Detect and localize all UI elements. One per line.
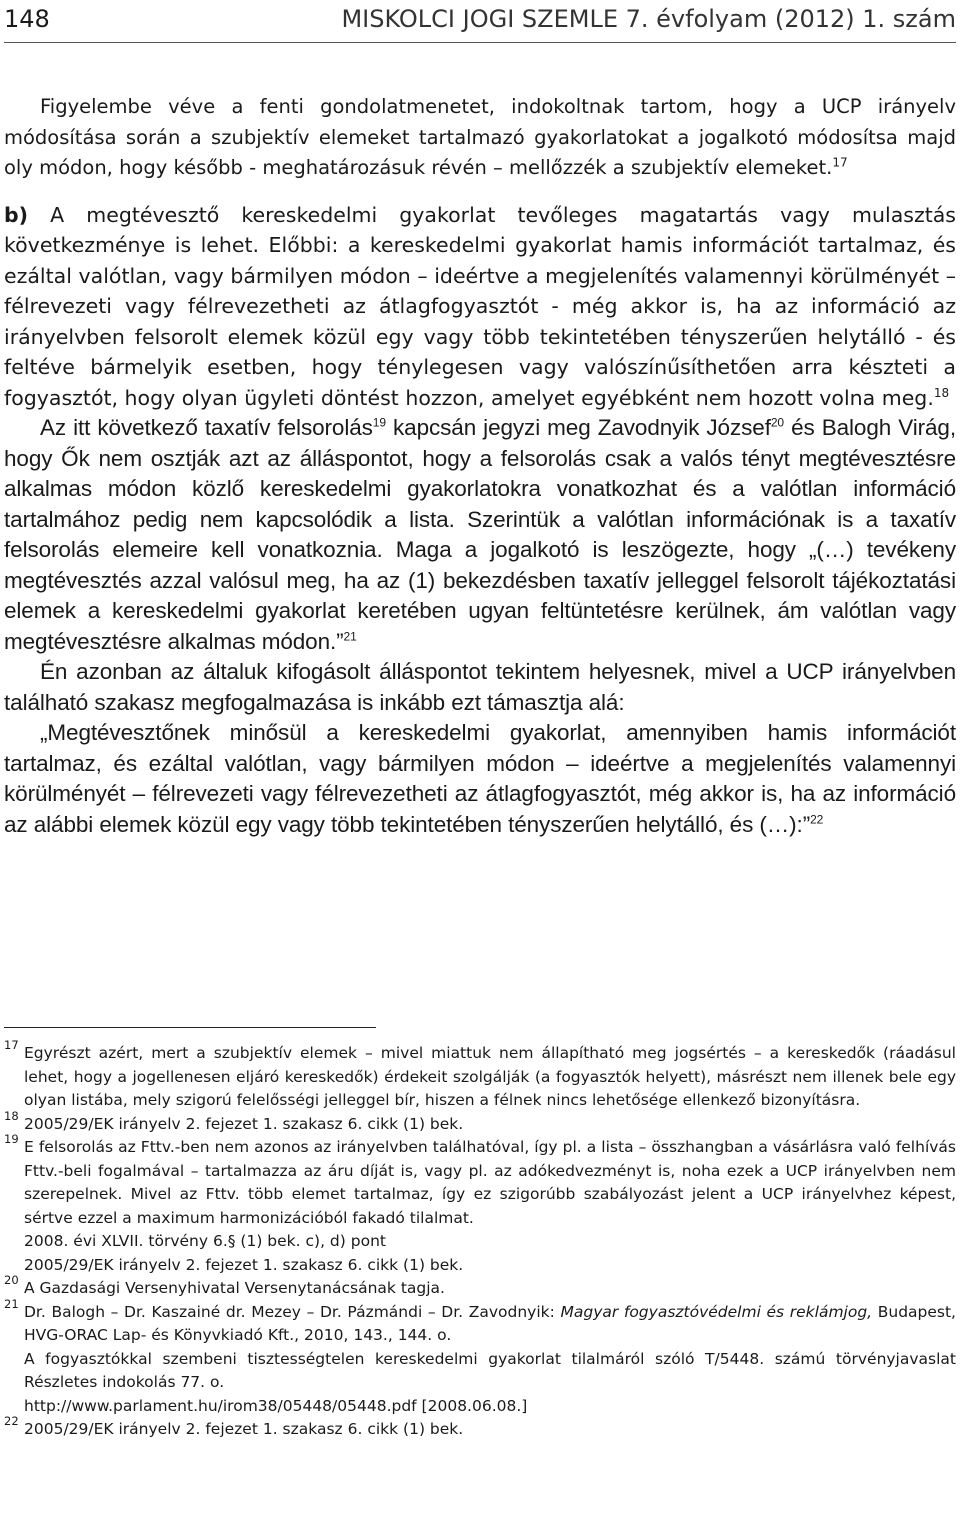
footnote-number: 21: [4, 1296, 19, 1311]
paragraph-2-lead: A megtévesztő kereskedelmi gyakorlat tevőleges magatartás vagy mulasztás következménye is lehet.: [4, 202, 956, 257]
paragraph-4: [4, 657, 956, 718]
book-title: Magyar fogyasztóvédelmi és reklámjog,: [560, 1302, 873, 1321]
footnote-number: 17: [4, 1038, 19, 1052]
paragraph-1-text: Figyelembe véve a fenti gondolatmenetet, indokoltnak tartom, hogy a UCP irányelv módosítása során a szubjektív elemeket tartalmazó gyakorlatokat a jogalkotó módosítsa majd oly módon, hogy később - meghatározásuk révén – mellőzzék a szubjektív elemeket.: [4, 95, 956, 179]
paragraph-4-text: Én azonban az általuk kifogásolt álláspontot tekintem helyesnek, mivel a UCP irányelvben található szakasz megfogalmazása is inkább ezt támasztja alá:: [4, 659, 956, 715]
footnote-text: 2005/29/EK irányelv 2. fejezet 1. szakasz 6. cikk (1) bek.: [24, 1255, 464, 1274]
paragraph-3: [4, 413, 956, 657]
footnote-text: Dr. Balogh – Dr. Kaszainé dr. Mezey – Dr. Pázmándi – Dr. Zavodnyik:: [24, 1302, 561, 1321]
journal-title: MISKOLCI JOGI SZEMLE 7. évfolyam (2012) 1. szám: [341, 5, 956, 33]
footnote-number: 19: [4, 1132, 19, 1146]
footnote-ref-19: 19: [372, 415, 386, 430]
footnote-ref-22: 22: [810, 812, 824, 826]
quotation-text: „Megtévesztőnek minősül a kereskedelmi gyakorlat, amennyiben hamis információt tartalmaz, és ezáltal valótlan, vagy bármilyen módon – ideértve a megjelenítés valamennyi körülményét – félrevezeti vagy félrevezetheti az átlagfogyasztót, még akkor is, ha az információ az alábbi elemek közül egy vagy több tekintetében tényszerűen helytálló, és (…):”: [4, 720, 956, 837]
footnote-rule: [4, 1027, 376, 1028]
footnote-ref-17: 17: [832, 155, 848, 170]
footnote-19: [4, 1132, 956, 1230]
paragraph-3-text-c: és Balogh Virág, hogy Ők nem osztják azt az álláspontot, hogy a felsorolás csak a valós tényt megtévesztésre alkalmas módon közlő kereskedelmi gyakorlatokra vonatkozhat és a valótlan információ tartalmához pedig nem kapcsolódik a lista. Szerintük a valótlan információnak is a taxatív felsorolás elemeire kell vonatkoznia. Maga a jogalkotó is leszögezte, hogy „(…) tevékeny megtévesztés azzal valósul meg, ha az (1) bekezdésben taxatív jelleggel felsorolt tájékoztatási elemek a kereskedelmi gyakorlat keretében ugyan feltüntetésre kerülnek, ám valótlan vagy megtévesztésre alkalmas módon.”: [4, 415, 956, 654]
footnote-text: 2008. évi XLVII. törvény 6.§ (1) bek. c), d) pont: [24, 1232, 386, 1250]
footnote-18: [4, 1108, 956, 1137]
footnote-19-line-3: [4, 1254, 956, 1278]
page-number: 148: [4, 5, 50, 33]
running-header: [4, 0, 956, 44]
footnote-ref-18: 18: [933, 385, 950, 400]
footnote-text: 2005/29/EK irányelv 2. fejezet 1. szakasz 6. cikk (1) bek.: [24, 1114, 464, 1133]
quotation: [4, 718, 956, 840]
header-rule: [4, 42, 956, 43]
footnote-21-line-2: [4, 1348, 956, 1395]
footnote-number: 18: [4, 1108, 19, 1123]
main-text: [4, 92, 956, 840]
footnote-21-line-3: [4, 1395, 956, 1419]
section-label: b): [4, 202, 29, 227]
paragraph-3-text-b: kapcsán jegyzi meg Zavodnyik József: [385, 415, 771, 440]
paragraph-1: [4, 92, 956, 184]
footnote-19-line-2: [4, 1230, 956, 1254]
footnote-ref-20: 20: [770, 415, 784, 430]
footnote-20: [4, 1273, 956, 1301]
footnote-text: Egyrészt azért, mert a szubjektív elemek – mivel miattuk nem állapítható meg jogsértés – a kereskedők (ráadásul lehet, hogy a jogellenesen eljáró kereskedők) érdekeit szolgálják (a fogyasztók helyett), másrészt nem illenek bele egy olyan listába, mely szigorú felelősségi jelleggel bír, hiszen a félnek nincs lehetősége ellenkező bizonyításra.: [24, 1044, 956, 1109]
footnote-text: E felsorolás az Fttv.-ben nem azonos az irányelvben találhatóval, így pl. a lista – összhangban a vásárlásra való felhívás Fttv.-beli fogalmával – tartalmazza az áru díját is, vagy pl. az adókedvezményt is, noha ezek a UCP irányelvben nem szerepelnek. Mivel az Fttv. több elemet tartalmaz, így ez szigorúbb szabályozást jelent a UCP irányelvhez képest, sértve ezzel a maximum harmonizációból fakadó tilalmat.: [24, 1138, 956, 1227]
paragraph-2-text: Előbbi: a kereskedelmi gyakorlat hamis információt tartalmaz, és ezáltal valótlan, vagy bármilyen módon – ideértve a megjelenítés valamennyi körülményét – félrevezeti vagy félrevezetheti az átlagfogyasztót - még akkor is, ha az információ az irányelvben felsorolt elemek közül egy vagy több tekintetében tényszerűen helytálló - és feltéve bármelyik esetben, hogy ténylegesen vagy valószínűsíthetően arra készteti a fogyasztót, hogy olyan ügyleti döntést hozzon, amelyet egyébként nem hozott volna meg.: [4, 233, 956, 410]
paragraph-2: [4, 200, 956, 414]
footnote-text: 2005/29/EK irányelv 2. fejezet 1. szakasz 6. cikk (1) bek.: [24, 1420, 464, 1438]
footnote-text-end: Budapest, HVG-ORAC Lap- és Könyvkiadó Kft., 2010, 143., 144. o.: [24, 1302, 956, 1344]
footnote-number: 20: [4, 1273, 19, 1287]
footnote-url: http://www.parlament.hu/irom38/05448/05448.pdf [2008.06.08.]: [24, 1396, 528, 1415]
footnote-ref-21: 21: [343, 629, 357, 643]
footnote-text: A Gazdasági Versenyhivatal Versenytanácsának tagja.: [24, 1279, 445, 1297]
footnote-22: [4, 1414, 956, 1442]
footnote-text: A fogyasztókkal szembeni tisztességtelen kereskedelmi gyakorlat tilalmáról szóló T/5448. számú törvényjavaslat Részletes indokolás 77. o.: [24, 1349, 956, 1391]
footnote-17: [4, 1038, 956, 1113]
footnote-number: 22: [4, 1414, 19, 1428]
paragraph-3-text-a: Az itt következő taxatív felsorolás: [40, 415, 373, 440]
footnote-21: [4, 1296, 956, 1348]
footnotes: [4, 1038, 956, 1442]
